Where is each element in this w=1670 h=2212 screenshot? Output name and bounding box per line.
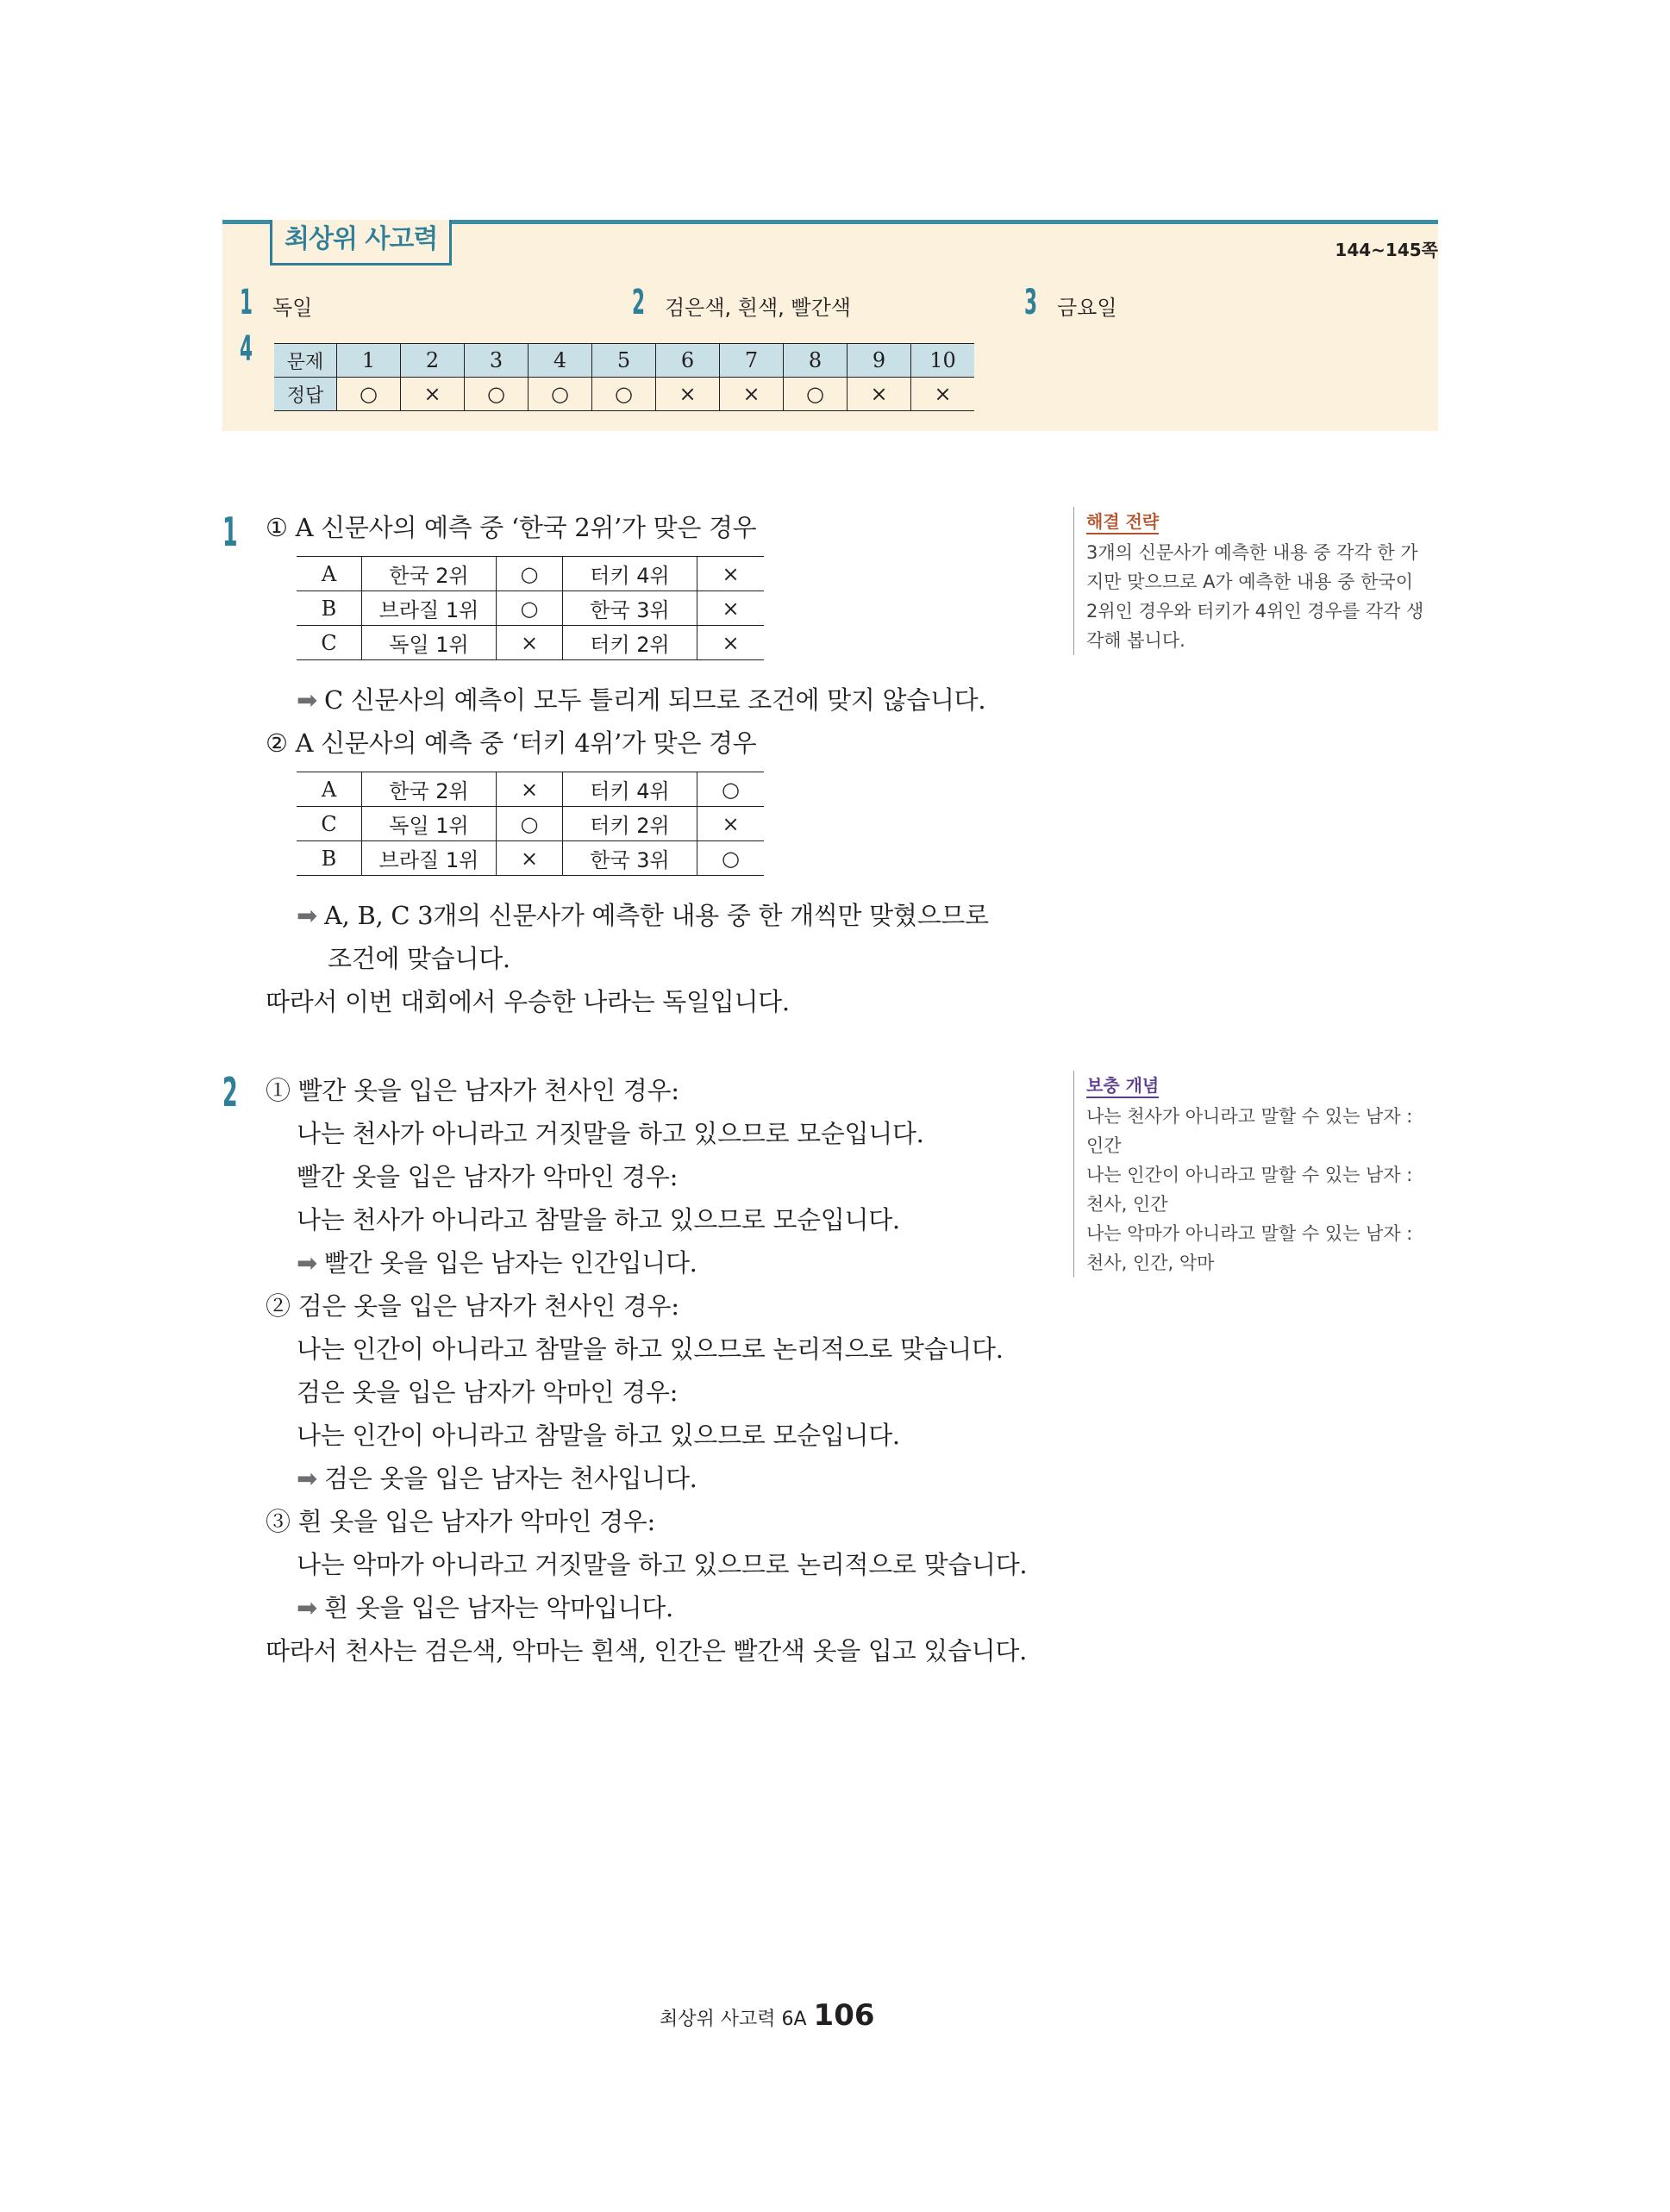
table-cell: 터키 2위 bbox=[563, 626, 697, 660]
table-cell: 터키 2위 bbox=[563, 807, 697, 841]
answer-table-q4 bbox=[274, 343, 974, 411]
answer-mark: ○ bbox=[784, 378, 848, 411]
table-row bbox=[297, 807, 764, 841]
table-cell: C bbox=[297, 807, 362, 841]
solution1-table2 bbox=[297, 772, 764, 876]
answer-text-3: 금요일 bbox=[1057, 296, 1117, 320]
answer-mark: × bbox=[656, 378, 720, 411]
table-cell: 한국 2위 bbox=[362, 772, 497, 807]
solution2-line: 나는 천사가 아니라고 참말을 하고 있으므로 모순입니다. bbox=[297, 1205, 900, 1234]
solution2-line: 나는 악마가 아니라고 거짓말을 하고 있으므로 논리적으로 맞습니다. bbox=[297, 1550, 1028, 1579]
answer-table-answer-row bbox=[274, 378, 974, 411]
table-cell: 한국 3위 bbox=[563, 841, 697, 876]
table-cell: 브라질 1위 bbox=[362, 591, 497, 626]
concept-note-heading: 보충 개념 bbox=[1086, 1074, 1159, 1098]
table-cell: × bbox=[497, 772, 563, 807]
solution2-line: ① 빨간 옷을 입은 남자가 천사인 경우: bbox=[266, 1076, 679, 1105]
table-cell: ○ bbox=[697, 841, 765, 876]
solution2-line: ③ 흰 옷을 입은 남자가 악마인 경우: bbox=[266, 1507, 655, 1536]
problem-number: 4 bbox=[529, 344, 592, 378]
table-cell: 독일 1위 bbox=[362, 626, 497, 660]
table-cell: × bbox=[697, 591, 765, 626]
arrow-right-icon: ➡ bbox=[297, 1248, 317, 1278]
note-line: 나는 천사가 아니라고 말할 수 있는 남자 : bbox=[1086, 1106, 1413, 1127]
answer-mark: ○ bbox=[465, 378, 529, 411]
answer-mark: × bbox=[401, 378, 465, 411]
table-cell: ○ bbox=[697, 772, 765, 807]
table-cell: 브라질 1위 bbox=[362, 841, 497, 876]
table-cell: × bbox=[497, 841, 563, 876]
solution1-case2-result-cont: 조건에 맞습니다. bbox=[328, 944, 510, 973]
note-line: 인간 bbox=[1086, 1135, 1122, 1156]
concept-note bbox=[1073, 1071, 1453, 1278]
note-line: 3개의 신문사가 예측한 내용 중 각각 한 가 bbox=[1086, 542, 1418, 563]
table-cell: 터키 4위 bbox=[563, 557, 697, 591]
answer-mark: ○ bbox=[337, 378, 401, 411]
table-cell: 터키 4위 bbox=[563, 772, 697, 807]
problem-number: 2 bbox=[401, 344, 465, 378]
solution2-line: 빨간 옷을 입은 남자가 악마인 경우: bbox=[297, 1162, 679, 1191]
table-cell: 한국 2위 bbox=[362, 557, 497, 591]
table-cell: ○ bbox=[497, 591, 563, 626]
solution2-result bbox=[297, 1244, 697, 1279]
answer-number-3: 3 bbox=[1024, 283, 1038, 322]
problem-number: 7 bbox=[720, 344, 784, 378]
problem-number: 6 bbox=[656, 344, 720, 378]
table-cell: 독일 1위 bbox=[362, 807, 497, 841]
solution2-conclusion: 따라서 천사는 검은색, 악마는 흰색, 인간은 빨간색 옷을 입고 있습니다. bbox=[266, 1636, 1028, 1665]
answer-mark: × bbox=[720, 378, 784, 411]
table-cell: × bbox=[697, 626, 765, 660]
solution1-conclusion: 따라서 이번 대회에서 우승한 나라는 독일입니다. bbox=[266, 987, 790, 1016]
note-line: 나는 악마가 아니라고 말할 수 있는 남자 : bbox=[1086, 1223, 1413, 1244]
note-line: 천사, 인간 bbox=[1086, 1194, 1168, 1215]
section-title: 최상위 사고력 bbox=[270, 220, 452, 266]
table-cell: B bbox=[297, 591, 362, 626]
answer-number-4: 4 bbox=[240, 329, 253, 369]
solution-number-2: 2 bbox=[222, 1069, 238, 1115]
problem-number: 5 bbox=[592, 344, 656, 378]
table-cell: A bbox=[297, 772, 362, 807]
note-line: 각해 봅니다. bbox=[1086, 630, 1185, 651]
table-cell: × bbox=[697, 807, 765, 841]
answer-mark: × bbox=[911, 378, 975, 411]
result-text: A, B, C 3개의 신문사가 예측한 내용 중 한 개씩만 맞혔으므로 bbox=[324, 901, 989, 930]
solution2-line: 나는 천사가 아니라고 거짓말을 하고 있으므로 모순입니다. bbox=[297, 1119, 924, 1148]
problem-number: 8 bbox=[784, 344, 848, 378]
table-row bbox=[297, 841, 764, 876]
solution2-line: 나는 인간이 아니라고 참말을 하고 있으므로 모순입니다. bbox=[297, 1421, 900, 1450]
problem-number: 1 bbox=[337, 344, 401, 378]
result-text: 검은 옷을 입은 남자는 천사입니다. bbox=[324, 1464, 697, 1493]
solution2-line: ② 검은 옷을 입은 남자가 천사인 경우: bbox=[266, 1291, 679, 1321]
solution1-table1 bbox=[297, 556, 764, 660]
answer-number-1: 1 bbox=[240, 283, 253, 322]
solution2-line: 검은 옷을 입은 남자가 악마인 경우: bbox=[297, 1378, 679, 1407]
table-row bbox=[297, 591, 764, 626]
arrow-right-icon: ➡ bbox=[297, 685, 317, 715]
strategy-note bbox=[1073, 507, 1453, 655]
note-line: 2위인 경우와 터키가 4위인 경우를 각각 생 bbox=[1086, 601, 1424, 622]
book-title: 최상위 사고력 6A bbox=[660, 2009, 807, 2030]
strategy-note-heading: 해결 전략 bbox=[1086, 510, 1159, 534]
problem-number: 3 bbox=[465, 344, 529, 378]
answer-table-row-label: 문제 bbox=[274, 344, 337, 378]
table-row bbox=[297, 557, 764, 591]
arrow-right-icon: ➡ bbox=[297, 901, 317, 930]
answer-text-2: 검은색, 흰색, 빨간색 bbox=[665, 296, 851, 320]
table-row bbox=[297, 772, 764, 807]
note-line: 지만 맞으므로 A가 예측한 내용 중 한국이 bbox=[1086, 572, 1413, 592]
table-cell: A bbox=[297, 557, 362, 591]
answer-mark: × bbox=[848, 378, 911, 411]
solution1-case1-title: ① A 신문사의 예측 중 ‘한국 2위’가 맞은 경우 bbox=[266, 513, 757, 542]
result-text: C 신문사의 예측이 모두 틀리게 되므로 조건에 맞지 않습니다. bbox=[324, 685, 986, 715]
solution1-case1-result bbox=[297, 681, 985, 716]
table-cell: ○ bbox=[497, 807, 563, 841]
table-cell: 한국 3위 bbox=[563, 591, 697, 626]
note-line: 나는 인간이 아니라고 말할 수 있는 남자 : bbox=[1086, 1165, 1413, 1185]
table-cell: C bbox=[297, 626, 362, 660]
table-cell: × bbox=[697, 557, 765, 591]
answer-table-row-label: 정답 bbox=[274, 378, 337, 411]
solution1-case2-title: ② A 신문사의 예측 중 ‘터키 4위’가 맞은 경우 bbox=[266, 728, 757, 758]
answer-number-2: 2 bbox=[632, 283, 646, 322]
answer-summary-box bbox=[222, 220, 1438, 431]
result-text: 빨간 옷을 입은 남자는 인간입니다. bbox=[324, 1248, 697, 1278]
problem-number: 10 bbox=[911, 344, 975, 378]
table-row bbox=[297, 626, 764, 660]
answer-mark: ○ bbox=[592, 378, 656, 411]
table-cell: B bbox=[297, 841, 362, 876]
page-number: 106 bbox=[813, 1998, 875, 2033]
answer-text-1: 독일 bbox=[272, 296, 313, 320]
solution2-result bbox=[297, 1589, 673, 1624]
page-range: 144~145쪽 bbox=[1335, 240, 1438, 260]
answer-table-header-row bbox=[274, 344, 974, 378]
solution2-result bbox=[297, 1459, 697, 1495]
note-line: 천사, 인간, 악마 bbox=[1086, 1253, 1215, 1273]
arrow-right-icon: ➡ bbox=[297, 1464, 317, 1493]
answer-mark: ○ bbox=[529, 378, 592, 411]
arrow-right-icon: ➡ bbox=[297, 1593, 317, 1622]
problem-number: 9 bbox=[848, 344, 911, 378]
table-cell: × bbox=[497, 626, 563, 660]
table-cell: ○ bbox=[497, 557, 563, 591]
result-text: 흰 옷을 입은 남자는 악마입니다. bbox=[324, 1593, 673, 1622]
page-footer bbox=[660, 1998, 875, 2033]
solution2-line: 나는 인간이 아니라고 참말을 하고 있으므로 논리적으로 맞습니다. bbox=[297, 1334, 1004, 1364]
solution1-case2-result bbox=[297, 897, 989, 932]
solution-number-1: 1 bbox=[222, 509, 238, 555]
